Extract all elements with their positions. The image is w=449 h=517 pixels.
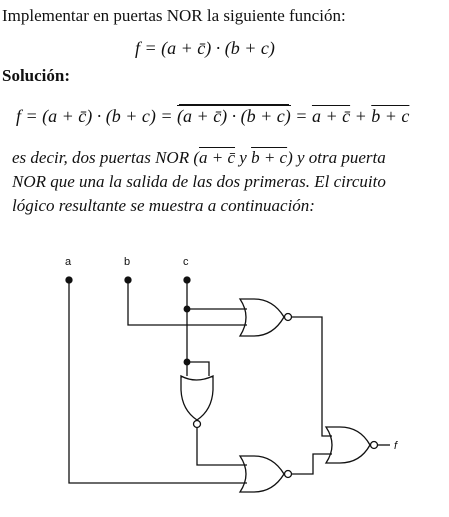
- nor-inverter-bubble: [194, 421, 201, 428]
- input-label-c: c: [183, 256, 189, 268]
- nor-gate-final-bubble: [371, 442, 378, 449]
- solution-eq-lhs: f = (a + c̄) · (b + c) =: [16, 106, 178, 126]
- nor-gate-inverter: [181, 376, 213, 420]
- output-label-f: f: [394, 440, 398, 452]
- wire-c-split: [187, 362, 209, 376]
- nor-gate-1-bubble: [285, 314, 292, 321]
- explanation-line-3: lógico resultante se muestra a continuación:: [12, 196, 315, 215]
- solution-heading: Solución:: [2, 66, 71, 85]
- junction-c1: [184, 306, 190, 312]
- solution-eq-plus: +: [350, 106, 372, 126]
- explanation-line-2: NOR que una la salida de las dos primeras. El circuito: [12, 172, 386, 191]
- wire-a: [69, 280, 247, 483]
- nor-gate-3-bubble: [285, 471, 292, 478]
- input-label-a: a: [65, 256, 72, 268]
- wire-nor1-out: [292, 317, 332, 436]
- explanation-conj: y: [235, 148, 252, 167]
- explanation-text-end: ) y otra puerta: [287, 148, 386, 167]
- explanation-text: es decir, dos puertas NOR (: [12, 148, 199, 167]
- solution-eq-double-negation: (a + c̄) · (b + c): [177, 106, 291, 126]
- wire-cbar: [197, 428, 247, 465]
- problem-statement: Implementar en puertas NOR la siguiente función:: [2, 6, 346, 25]
- function-definition: f = (a + c̄) · (b + c): [135, 38, 275, 58]
- solution-eq-term1: a + c̄: [311, 106, 351, 126]
- nor-gate-1: [240, 299, 284, 336]
- wire-nor3-out: [292, 454, 332, 474]
- input-label-b: b: [124, 256, 131, 268]
- explanation-term2: b + c: [251, 148, 288, 167]
- explanation-term1: a + c̄: [198, 148, 236, 167]
- nor-gate-final: [326, 427, 370, 463]
- nor-gate-3: [240, 456, 284, 492]
- solution-eq-term2: b + c: [371, 106, 410, 126]
- solution-eq-equals: =: [290, 106, 312, 126]
